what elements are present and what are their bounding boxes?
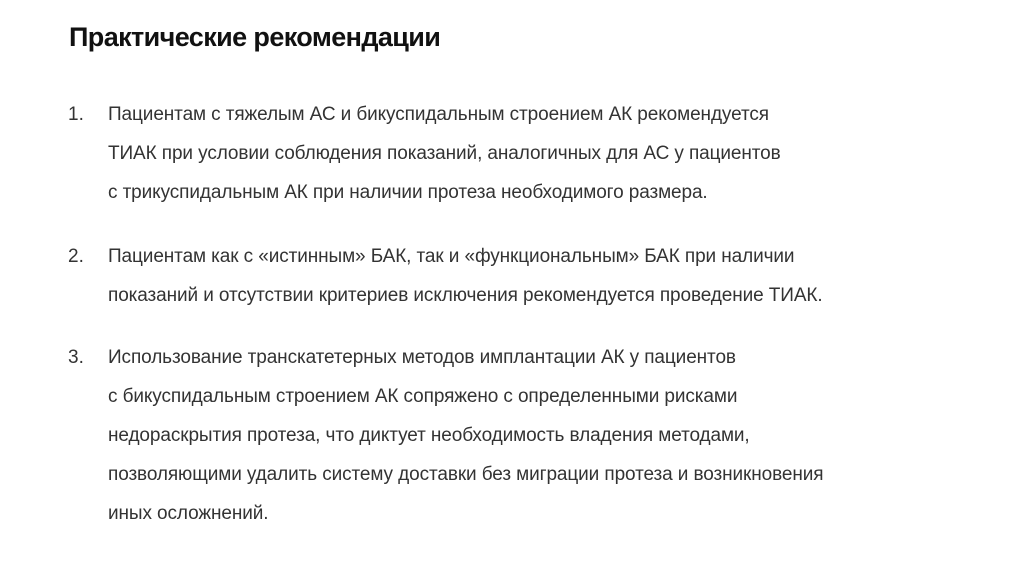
text-line: с бикуспидальным строением АК сопряжено с определенными рисками (108, 386, 738, 407)
list-item-number: 2. (68, 246, 84, 267)
text-line: Использование транскатетерных методов имплантации АК у пациентов (108, 347, 736, 368)
page-title: Практические рекомендации (69, 22, 441, 52)
text-line: Пациентам как с «истинным» БАК, так и «функциональным» БАК при наличии (108, 246, 795, 267)
list-item-number: 1. (68, 104, 84, 125)
text-line: Пациентам с тяжелым АС и бикуспидальным строением АК рекомендуется (108, 104, 769, 125)
list-item-text (108, 237, 823, 315)
text-line: показаний и отсутствии критериев исключения рекомендуется проведение ТИАК. (108, 285, 823, 306)
text-line: недораскрытия протеза, что диктует необходимость владения методами, (108, 425, 750, 446)
text-line: ТИАК при условии соблюдения показаний, аналогичных для АС у пациентов (108, 143, 781, 164)
list-item-text (108, 338, 823, 533)
text-line: иных осложнений. (108, 503, 269, 524)
list-item-number: 3. (68, 347, 84, 368)
list-item-text (108, 95, 781, 212)
text-line: с трикуспидальным АК при наличии протеза необходимого размера. (108, 182, 708, 203)
text-line: позволяющими удалить систему доставки без миграции протеза и возникновения (108, 464, 824, 485)
